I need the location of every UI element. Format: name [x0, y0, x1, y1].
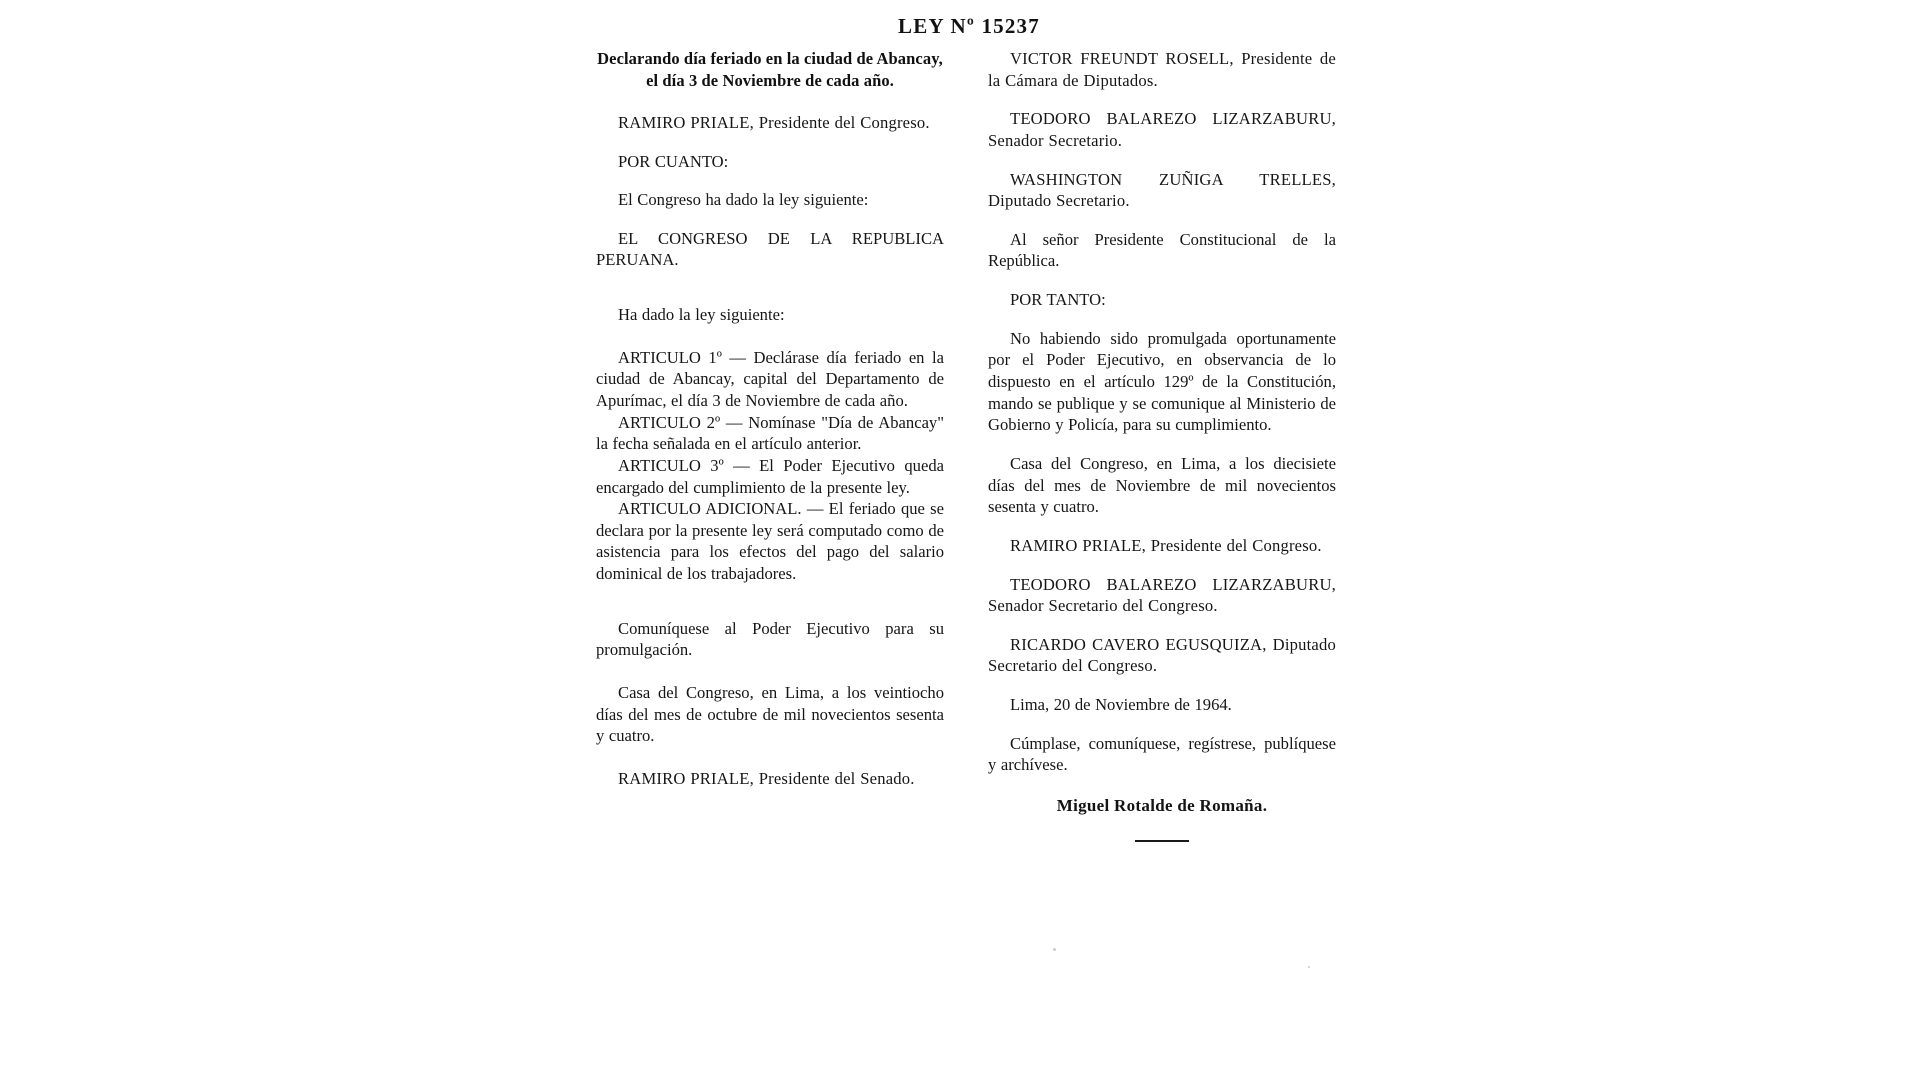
paragraph-congreso-ha-dado: El Congreso ha dado la ley siguiente:	[618, 190, 869, 210]
left-column	[596, 48, 944, 842]
signature-cavero-egusquiza: RICARDO CAVERO EGUSQUIZA, Diputado Secretario del Congreso.	[988, 634, 1336, 676]
paragraph-casa-congreso-octubre: Casa del Congreso, en Lima, a los veintiocho días del mes de octubre de mil novecientos sesenta y cuatro.	[596, 683, 944, 746]
signature-balarezo-congress: TEODORO BALAREZO LIZARZABURU, Senador Secretario del Congreso.	[988, 574, 1336, 616]
page-content-area	[596, 0, 1336, 1080]
law-subtitle: Declarando día feriado en la ciudad de Abancay, el día 3 de Noviembre de cada año.	[597, 49, 943, 90]
article-additional: ARTICULO ADICIONAL. — El feriado que se declara por la presente ley será computado como de asistencia para los efectos del pago del salario dominical de los trabajadores.	[596, 499, 944, 584]
article-3: ARTICULO 3º — El Poder Ejecutivo queda encargado del cumplimiento de la presente ley.	[596, 455, 944, 497]
paragraph-cumplase: Cúmplase, comuníquese, regístrese, publíquese y archívese.	[988, 733, 1336, 775]
article-1: ARTICULO 1º — Declárase día feriado en la ciudad de Abancay, capital del Departamento de Apurímac, el día 3 de Noviembre de cada año.	[596, 347, 944, 410]
signature-president-senate: RAMIRO PRIALE, Presidente del Senado.	[618, 768, 915, 788]
article-2: ARTICULO 2º — Nomínase "Día de Abancay" la fecha señalada en el artículo anterior.	[596, 412, 944, 454]
paragraph-por-cuanto: POR CUANTO:	[618, 151, 729, 171]
section-spacer	[596, 288, 944, 304]
scan-speck	[1308, 966, 1310, 968]
paragraph-comuniquese: Comuníquese al Poder Ejecutivo para su promulgación.	[596, 618, 944, 660]
signature-zuniga-trelles: WASHINGTON ZUÑIGA TRELLES, Diputado Secretario.	[988, 169, 1336, 211]
scan-speck	[1053, 948, 1056, 951]
section-spacer-2	[596, 602, 944, 618]
signature-freundt-rosell: VICTOR FREUNDT ROSELL, Presidente de la Cámara de Diputados.	[988, 49, 1336, 90]
paragraph-el-congreso-republica: EL CONGRESO DE LA REPUBLICA PERUANA.	[596, 228, 944, 270]
page-title: LEY Nº 15237	[898, 14, 1040, 38]
two-column-body	[596, 48, 1336, 842]
closing-divider	[1135, 840, 1189, 842]
final-signature: Miguel Rotalde de Romaña.	[1056, 796, 1268, 816]
paragraph-president-congress: RAMIRO PRIALE, Presidente del Congreso.	[618, 112, 930, 132]
paragraph-casa-congreso-noviembre: Casa del Congreso, en Lima, a los diecisiete días del mes de Noviembre de mil novecientos sesenta y cuatro.	[988, 453, 1336, 517]
signature-priale-congress: RAMIRO PRIALE, Presidente del Congreso.	[1010, 535, 1322, 555]
paragraph-por-tanto: POR TANTO:	[1010, 290, 1106, 310]
paragraph-ha-dado-ley: Ha dado la ley siguiente:	[618, 305, 785, 325]
signature-balarezo-lizarzaburu: TEODORO BALAREZO LIZARZABURU, Senador Secretario.	[988, 109, 1336, 150]
right-column	[988, 48, 1336, 842]
paragraph-al-senor-presidente: Al señor Presidente Constitucional de la República.	[988, 229, 1336, 271]
paragraph-lima-date: Lima, 20 de Noviembre de 1964.	[1010, 695, 1232, 715]
paragraph-no-habiendo-promulgada: No habiendo sido promulgada oportunamente por el Poder Ejecutivo, en observancia de lo dispuesto en el artículo 129º de la Constitución, mando se publique y se comunique al Ministerio de Gobierno y Policía, para su cumplimiento.	[988, 328, 1336, 435]
